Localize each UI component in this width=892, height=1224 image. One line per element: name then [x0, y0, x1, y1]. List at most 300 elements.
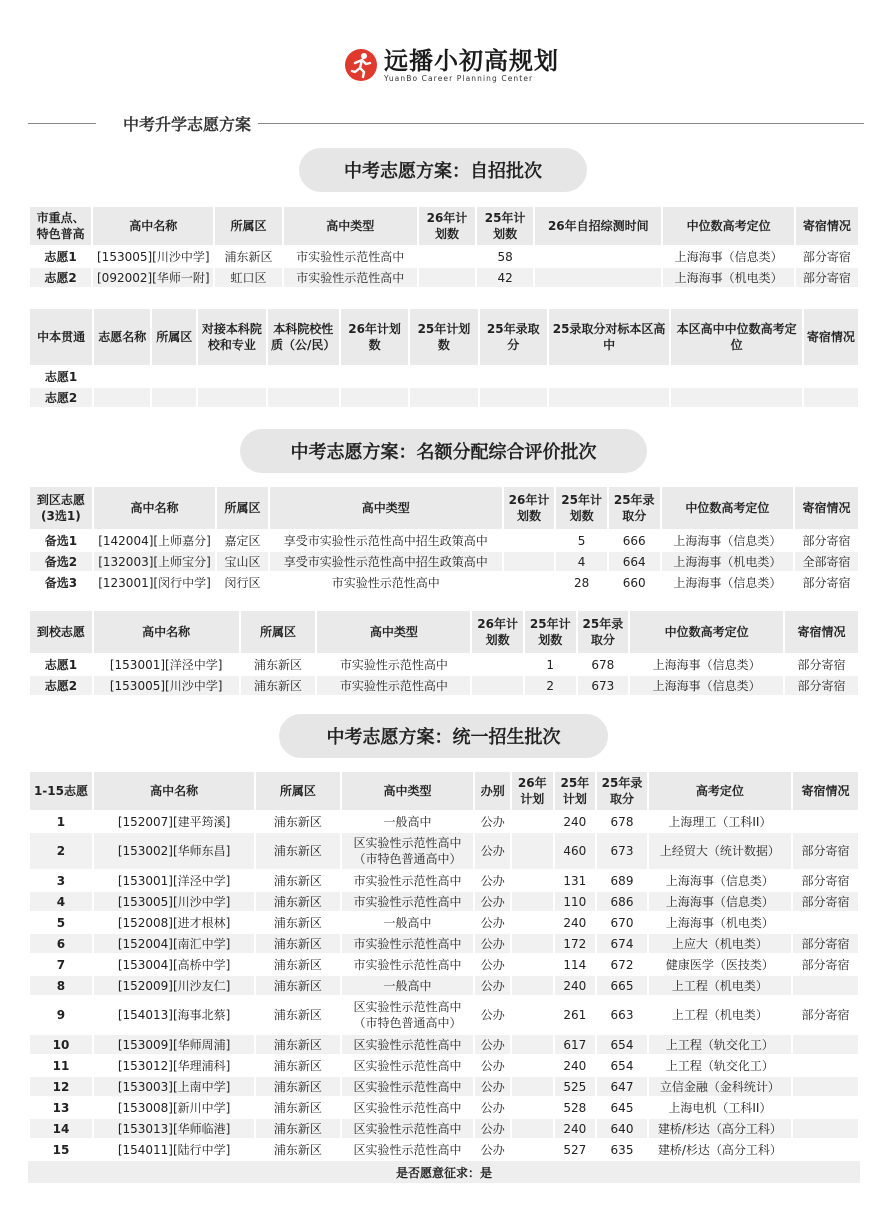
- table-cell: 上海海事（信息类）: [663, 247, 793, 266]
- brand-logo: [344, 46, 559, 84]
- table-cell: 公办: [475, 955, 510, 974]
- table-cell: 240: [555, 913, 596, 932]
- table-cell: 28: [556, 573, 607, 592]
- table-cell: [198, 367, 265, 386]
- table-cell: [512, 976, 553, 995]
- table-cell: 上海理工（工科II）: [649, 812, 791, 831]
- table-cell: 261: [555, 997, 596, 1033]
- col-header: 25录取分对标本区高中: [549, 309, 669, 365]
- col-header: 所属区: [241, 611, 316, 653]
- col-header: 25年计划数: [477, 207, 533, 245]
- table-cell: [154011][陆行中学]: [94, 1140, 254, 1159]
- table-cell: 健康医学（医技类）: [649, 955, 791, 974]
- table-cell: [153005][川沙中学]: [94, 676, 239, 695]
- table-cell: [671, 367, 802, 386]
- table-cell: 公办: [475, 1098, 510, 1117]
- table-cell: 嘉定区: [217, 531, 268, 550]
- table-cell: 浦东新区: [256, 871, 339, 890]
- table-cell: 上海海事（机电类）: [662, 552, 794, 571]
- table-cell: 市实验性示范性高中: [284, 268, 417, 287]
- table-cell: [504, 552, 555, 571]
- table-row: [30, 655, 858, 674]
- row-label: 备选2: [30, 552, 92, 571]
- table-cell: 浦东新区: [256, 997, 339, 1033]
- table-cell: [092002][华师一附]: [93, 268, 213, 287]
- table-cell: 673: [597, 833, 647, 869]
- table-cell: 浦东新区: [256, 1077, 339, 1096]
- table-cell: 部分寄宿: [795, 531, 858, 550]
- table-cell: 部分寄宿: [785, 676, 858, 695]
- table-cell: [472, 676, 523, 695]
- col-header: 寄宿情况: [795, 487, 858, 529]
- table-cell: 市实验性示范性高中: [342, 892, 474, 911]
- table-cell: 上海海事（信息类）: [662, 573, 794, 592]
- table-cell: 浦东新区: [256, 955, 339, 974]
- table-cell: 全部寄宿: [795, 552, 858, 571]
- table-cell: 42: [477, 268, 533, 287]
- table-cell: 公办: [475, 1056, 510, 1075]
- table-cell: [480, 367, 547, 386]
- col-header: 本区高中中位数高考定位: [671, 309, 802, 365]
- col-header: 26年计划数: [419, 207, 475, 245]
- table-row: [30, 1140, 858, 1159]
- table-cell: 上海海事（信息类）: [630, 676, 783, 695]
- table-cell: 宝山区: [217, 552, 268, 571]
- table-cell: 660: [609, 573, 660, 592]
- table-cell: 市实验性示范性高中: [284, 247, 417, 266]
- table-cell: 建桥/杉达（高分工科）: [649, 1140, 791, 1159]
- row-label: 备选1: [30, 531, 92, 550]
- table-cell: 部分寄宿: [793, 955, 858, 974]
- table-cell: [152004][南汇中学]: [94, 934, 254, 953]
- col-header: 到校志愿: [30, 611, 92, 653]
- table-cell: [793, 812, 858, 831]
- table-cell: 上海海事（信息类）: [662, 531, 794, 550]
- table-cell: 664: [609, 552, 660, 571]
- col-header: 26年计划: [512, 772, 553, 810]
- row-label: 3: [30, 871, 92, 890]
- row-label: 4: [30, 892, 92, 911]
- table-cell: 享受市实验性示范性高中招生政策高中: [270, 552, 502, 571]
- row-label: 12: [30, 1077, 92, 1096]
- col-header: 25年录取分: [597, 772, 647, 810]
- table-cell: 区实验性示范性高中: [342, 1077, 474, 1096]
- table-cell: 市实验性示范性高中: [317, 655, 470, 674]
- table-cell: [410, 367, 477, 386]
- table-cell: 部分寄宿: [793, 934, 858, 953]
- zizhao-table: [28, 205, 860, 289]
- table-cell: 673: [578, 676, 629, 695]
- table-cell: 浦东新区: [256, 812, 339, 831]
- table-cell: [512, 1140, 553, 1159]
- table-cell: 一般高中: [342, 812, 474, 831]
- col-header: 寄宿情况: [785, 611, 858, 653]
- table-cell: [268, 388, 339, 407]
- table-cell: 闵行区: [217, 573, 268, 592]
- table-cell: 240: [555, 1119, 596, 1138]
- row-label: 6: [30, 934, 92, 953]
- table-cell: 上海海事（信息类）: [649, 892, 791, 911]
- col-header: 到区志愿(3选1): [30, 487, 92, 529]
- table-cell: 区实验性示范性高中: [342, 1035, 474, 1054]
- table-cell: [153005][川沙中学]: [94, 892, 254, 911]
- table-cell: [512, 1056, 553, 1075]
- table-cell: [535, 268, 661, 287]
- table-cell: 公办: [475, 997, 510, 1033]
- row-label: 5: [30, 913, 92, 932]
- col-header: 25年计划数: [525, 611, 576, 653]
- table-row: [30, 997, 858, 1033]
- table-cell: 663: [597, 997, 647, 1033]
- table-cell: [132003][上师宝分]: [94, 552, 215, 571]
- row-label: 13: [30, 1098, 92, 1117]
- table-cell: [793, 913, 858, 932]
- row-label: 志愿1: [30, 367, 92, 386]
- col-header: 25年计划数: [410, 309, 477, 365]
- table-cell: 666: [609, 531, 660, 550]
- table-cell: 528: [555, 1098, 596, 1117]
- table-cell: [153001][洋泾中学]: [94, 655, 239, 674]
- col-header: 25年录取分: [480, 309, 547, 365]
- table-row: [30, 1056, 858, 1075]
- table-cell: 市实验性示范性高中: [342, 934, 474, 953]
- table-cell: 浦东新区: [241, 676, 316, 695]
- table-cell: [512, 812, 553, 831]
- table-cell: [341, 367, 408, 386]
- table-cell: [123001][闵行中学]: [94, 573, 215, 592]
- col-header: 中位数高考定位: [662, 487, 794, 529]
- table-cell: 公办: [475, 1077, 510, 1096]
- table-cell: [793, 1098, 858, 1117]
- table-cell: 640: [597, 1119, 647, 1138]
- table-cell: 部分寄宿: [793, 892, 858, 911]
- col-header: 25年计划: [555, 772, 596, 810]
- table-cell: 浦东新区: [256, 833, 339, 869]
- table-cell: 110: [555, 892, 596, 911]
- table-cell: [512, 1119, 553, 1138]
- table-cell: [152009][川沙友仁]: [94, 976, 254, 995]
- table-cell: 上应大（机电类）: [649, 934, 791, 953]
- col-header: 高考定位: [649, 772, 791, 810]
- table-row: [30, 1077, 858, 1096]
- table-cell: [512, 871, 553, 890]
- table-cell: 上工程（机电类）: [649, 976, 791, 995]
- table-cell: 建桥/杉达（高分工科）: [649, 1119, 791, 1138]
- table-cell: 区实验性示范性高中: [342, 1056, 474, 1075]
- table-cell: 上海电机（工科II）: [649, 1098, 791, 1117]
- table-row: [30, 871, 858, 890]
- row-label: 志愿1: [30, 655, 92, 674]
- table-row: [30, 552, 858, 571]
- table-cell: 654: [597, 1056, 647, 1075]
- table-cell: 部分寄宿: [793, 997, 858, 1033]
- table-cell: [480, 388, 547, 407]
- col-header: 26年计划数: [504, 487, 555, 529]
- runner-circle-icon: [344, 48, 378, 82]
- table-cell: 689: [597, 871, 647, 890]
- table-row: [30, 1035, 858, 1054]
- table-cell: [512, 892, 553, 911]
- table-cell: [153008][新川中学]: [94, 1098, 254, 1117]
- table-cell: [94, 367, 150, 386]
- col-header: 所属区: [152, 309, 196, 365]
- table-cell: [472, 655, 523, 674]
- table-cell: [410, 388, 477, 407]
- table-cell: 4: [556, 552, 607, 571]
- table-cell: [793, 1056, 858, 1075]
- table-cell: 部分寄宿: [785, 655, 858, 674]
- row-label: 15: [30, 1140, 92, 1159]
- table-row: [30, 1098, 858, 1117]
- table-cell: [549, 367, 669, 386]
- table-cell: 一般高中: [342, 913, 474, 932]
- table-cell: [153003][上南中学]: [94, 1077, 254, 1096]
- table-cell: 浦东新区: [256, 1056, 339, 1075]
- zhongben-table: [28, 307, 860, 409]
- table-cell: 浦东新区: [256, 1119, 339, 1138]
- table-cell: 浦东新区: [215, 247, 281, 266]
- table-cell: [512, 1077, 553, 1096]
- footer-note: 是否愿意征求：是: [28, 1161, 860, 1183]
- col-header: 所属区: [215, 207, 281, 245]
- table-row: [30, 955, 858, 974]
- table-cell: 区实验性示范性高中: [342, 1140, 474, 1159]
- table-cell: 240: [555, 812, 596, 831]
- table-cell: 部分寄宿: [793, 871, 858, 890]
- table-cell: 浦东新区: [256, 1035, 339, 1054]
- table-cell: 527: [555, 1140, 596, 1159]
- table-cell: 浦东新区: [256, 1098, 339, 1117]
- table-cell: [153013][华师临港]: [94, 1119, 254, 1138]
- table-cell: 672: [597, 955, 647, 974]
- table-cell: 686: [597, 892, 647, 911]
- table-cell: 浦东新区: [241, 655, 316, 674]
- table-cell: [419, 247, 475, 266]
- table-cell: [512, 997, 553, 1033]
- col-header: 办别: [475, 772, 510, 810]
- table-cell: 上工程（轨交化工）: [649, 1056, 791, 1075]
- brand-name-cn: 远播小初高规划: [384, 46, 559, 75]
- table-row: [30, 573, 858, 592]
- table-cell: 公办: [475, 812, 510, 831]
- row-label: 1: [30, 812, 92, 831]
- table-cell: [549, 388, 669, 407]
- table-cell: 浦东新区: [256, 1140, 339, 1159]
- table-cell: [152, 388, 196, 407]
- col-header: 寄宿情况: [796, 207, 858, 245]
- table-cell: 上海海事（信息类）: [630, 655, 783, 674]
- table-cell: [671, 388, 802, 407]
- table-cell: [153002][华师东昌]: [94, 833, 254, 869]
- col-header: 高中类型: [270, 487, 502, 529]
- table-cell: 上经贸大（统计数据）: [649, 833, 791, 869]
- table-cell: [512, 934, 553, 953]
- table-row: [30, 812, 858, 831]
- row-label: 志愿2: [30, 676, 92, 695]
- table-cell: 5: [556, 531, 607, 550]
- table-cell: 635: [597, 1140, 647, 1159]
- page-title: 中考升学志愿方案: [123, 115, 252, 134]
- table-cell: 浦东新区: [256, 913, 339, 932]
- col-header: 对接本科院校和专业: [198, 309, 265, 365]
- section-title-minge: 中考志愿方案：名额分配综合评价批次: [240, 429, 647, 473]
- row-label: 11: [30, 1056, 92, 1075]
- table-cell: 131: [555, 871, 596, 890]
- col-header: 中位数高考定位: [663, 207, 793, 245]
- table-cell: [535, 247, 661, 266]
- row-label: 备选3: [30, 573, 92, 592]
- table-cell: 公办: [475, 913, 510, 932]
- table-cell: 240: [555, 1056, 596, 1075]
- table-cell: 上海海事（信息类）: [649, 871, 791, 890]
- table-cell: 部分寄宿: [793, 833, 858, 869]
- table-cell: 114: [555, 955, 596, 974]
- col-header: 26年自招综测时间: [535, 207, 661, 245]
- table-row: [30, 976, 858, 995]
- row-label: 志愿2: [30, 268, 91, 287]
- table-cell: 公办: [475, 934, 510, 953]
- table-cell: 上工程（轨交化工）: [649, 1035, 791, 1054]
- col-header: 1-15志愿: [30, 772, 92, 810]
- table-cell: 上海海事（机电类）: [649, 913, 791, 932]
- table-cell: 市实验性示范性高中: [342, 955, 474, 974]
- table-cell: 665: [597, 976, 647, 995]
- section-title-tongyi: 中考志愿方案：统一招生批次: [279, 714, 608, 758]
- table-cell: 公办: [475, 892, 510, 911]
- table-cell: 部分寄宿: [796, 247, 858, 266]
- table-cell: 240: [555, 976, 596, 995]
- table-header-row: [30, 611, 858, 653]
- table-cell: [512, 913, 553, 932]
- table-cell: 674: [597, 934, 647, 953]
- table-cell: 市实验性示范性高中: [317, 676, 470, 695]
- table-cell: [152008][进才根林]: [94, 913, 254, 932]
- table-cell: [142004][上师嘉分]: [94, 531, 215, 550]
- table-cell: [268, 367, 339, 386]
- table-cell: 浦东新区: [256, 892, 339, 911]
- table-cell: 浦东新区: [256, 934, 339, 953]
- row-label: 志愿1: [30, 247, 91, 266]
- table-cell: 172: [555, 934, 596, 953]
- table-cell: [341, 388, 408, 407]
- col-header: 25年计划数: [556, 487, 607, 529]
- table-cell: [419, 268, 475, 287]
- table-row: [30, 247, 858, 266]
- table-cell: 部分寄宿: [795, 573, 858, 592]
- table-cell: 公办: [475, 833, 510, 869]
- table-cell: [793, 976, 858, 995]
- col-header: 26年计划数: [341, 309, 408, 365]
- col-header: 寄宿情况: [804, 309, 858, 365]
- table-row: [30, 934, 858, 953]
- col-header: 志愿名称: [94, 309, 150, 365]
- table-row: [30, 268, 858, 287]
- table-row: [30, 913, 858, 932]
- col-header: 高中名称: [93, 207, 213, 245]
- page-header: [28, 112, 864, 134]
- table-row: [30, 833, 858, 869]
- table-cell: 525: [555, 1077, 596, 1096]
- table-cell: [198, 388, 265, 407]
- table-row: [30, 676, 858, 695]
- table-cell: 670: [597, 913, 647, 932]
- row-label: 7: [30, 955, 92, 974]
- daoqu-table: [28, 485, 860, 594]
- table-cell: [793, 1077, 858, 1096]
- table-row: [30, 1119, 858, 1138]
- table-cell: [804, 388, 858, 407]
- table-cell: [512, 1098, 553, 1117]
- col-header: 26年计划数: [472, 611, 523, 653]
- col-header: 25年录取分: [609, 487, 660, 529]
- table-row: [30, 531, 858, 550]
- table-cell: 部分寄宿: [796, 268, 858, 287]
- table-row: [30, 388, 858, 407]
- table-cell: 678: [578, 655, 629, 674]
- table-cell: [152007][建平筠溪]: [94, 812, 254, 831]
- col-header: 高中名称: [94, 487, 215, 529]
- table-cell: [94, 388, 150, 407]
- table-cell: 公办: [475, 1035, 510, 1054]
- divider-right: [258, 123, 864, 124]
- table-cell: [153009][华师周浦]: [94, 1035, 254, 1054]
- table-cell: 公办: [475, 1140, 510, 1159]
- table-cell: 647: [597, 1077, 647, 1096]
- col-header: 高中类型: [284, 207, 417, 245]
- table-cell: 58: [477, 247, 533, 266]
- table-cell: 市实验性示范性高中: [270, 573, 502, 592]
- table-cell: [504, 531, 555, 550]
- table-cell: 一般高中: [342, 976, 474, 995]
- col-header: 高中类型: [342, 772, 474, 810]
- table-cell: 654: [597, 1035, 647, 1054]
- table-cell: [512, 1035, 553, 1054]
- table-cell: 617: [555, 1035, 596, 1054]
- table-cell: 上工程（机电类）: [649, 997, 791, 1033]
- table-cell: [153005][川沙中学]: [93, 247, 213, 266]
- table-cell: [793, 1140, 858, 1159]
- tongyi-table: [28, 770, 860, 1161]
- table-cell: 享受市实验性示范性高中招生政策高中: [270, 531, 502, 550]
- table-header-row: [30, 309, 858, 365]
- brand-name-en: YuanBo Career Planning Center: [384, 73, 534, 83]
- table-cell: [793, 1035, 858, 1054]
- table-cell: 区实验性示范性高中: [342, 1098, 474, 1117]
- row-label: 8: [30, 976, 92, 995]
- daoxiao-table: [28, 609, 860, 697]
- table-header-row: [30, 487, 858, 529]
- table-cell: 立信金融（金科统计）: [649, 1077, 791, 1096]
- table-cell: 公办: [475, 871, 510, 890]
- section-title-zizhao: 中考志愿方案：自招批次: [299, 148, 587, 192]
- col-header: 25年录取分: [578, 611, 629, 653]
- table-cell: 1: [525, 655, 576, 674]
- table-row: [30, 367, 858, 386]
- table-cell: 区实验性示范性高中（市特色普通高中）: [342, 833, 474, 869]
- row-label: 志愿2: [30, 388, 92, 407]
- col-header: 市重点、特色普高: [30, 207, 91, 245]
- table-cell: 区实验性示范性高中（市特色普通高中）: [342, 997, 474, 1033]
- col-header: 高中名称: [94, 772, 254, 810]
- table-cell: [152, 367, 196, 386]
- table-cell: 浦东新区: [256, 976, 339, 995]
- table-cell: 市实验性示范性高中: [342, 871, 474, 890]
- col-header: 中本贯通: [30, 309, 92, 365]
- row-label: 2: [30, 833, 92, 869]
- table-cell: [504, 573, 555, 592]
- table-header-row: [30, 772, 858, 810]
- table-cell: [512, 833, 553, 869]
